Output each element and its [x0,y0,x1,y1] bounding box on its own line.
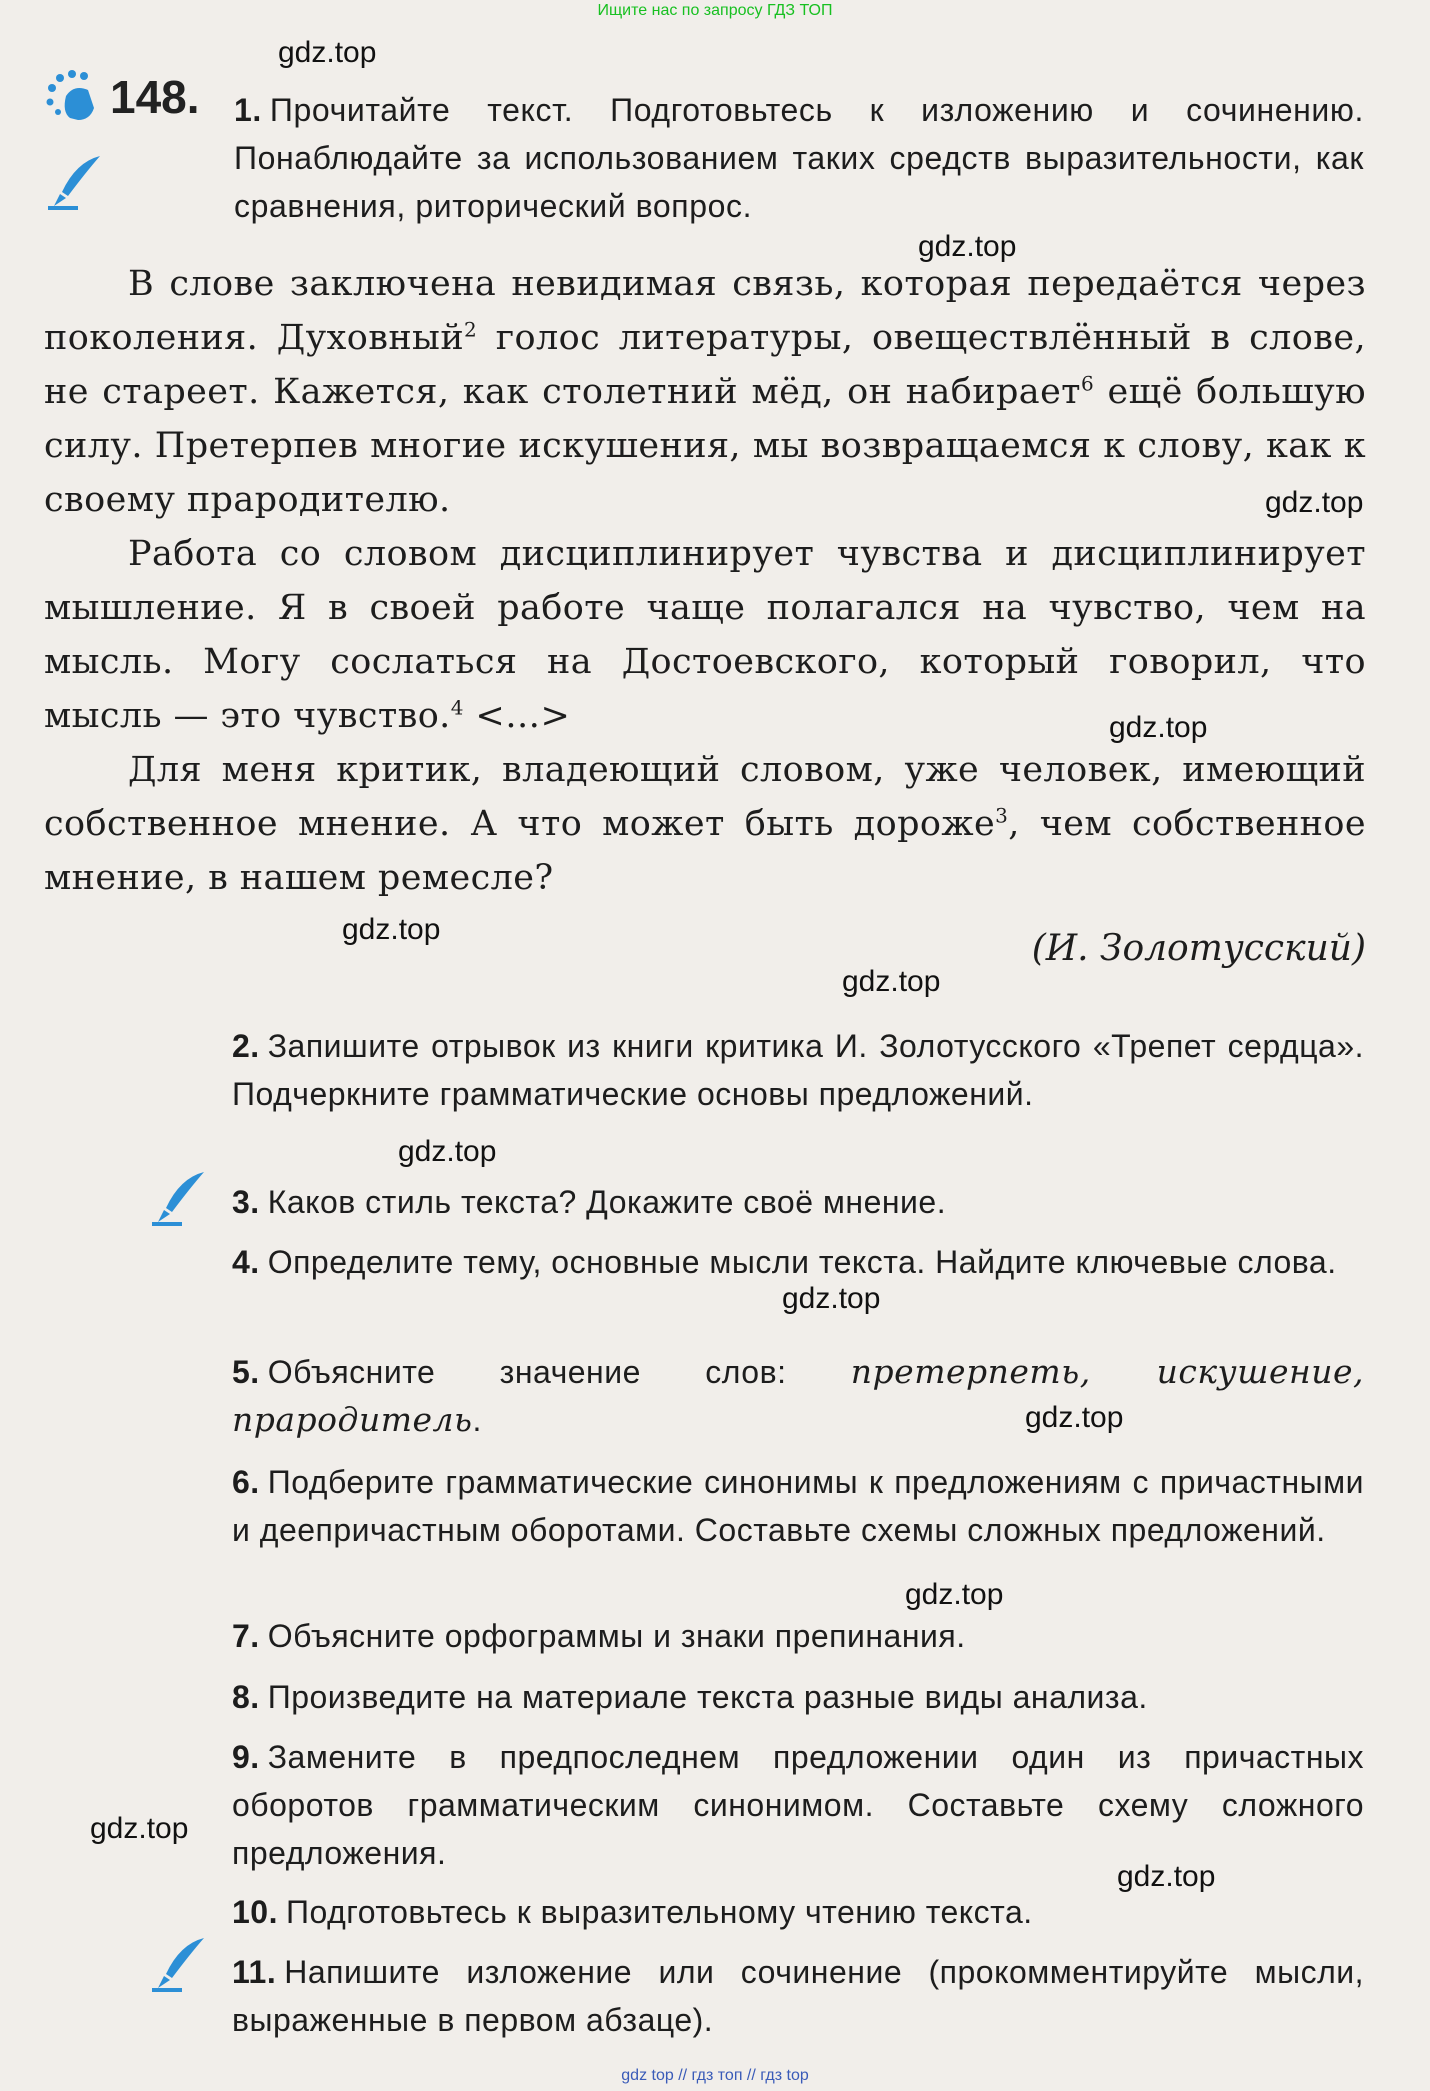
task-10: 10. Подготовьтесь к выразительному чтению текста. [232,1894,1033,1930]
paragraph-3: Для меня критик, владеющий словом, уже человек, имеющий собственное мнение. А что может быть дороже$^3$, чем собственное мнение, в нашем ремесле? [44,750,1366,898]
watermark: gdz.top [1025,1401,1124,1434]
watermark: gdz.top [342,913,441,946]
watermark: gdz.top [90,1812,189,1845]
task-8: 8. Произведите на материале текста разные виды анализа. [232,1679,1148,1715]
task-1 [234,86,1364,230]
watermark: gdz.top [918,230,1017,263]
watermark: gdz.top [1265,486,1364,519]
task-4: 4. Определите тему, основные мысли текста. Найдите ключевые слова. [232,1244,1337,1280]
reading-text [44,257,1366,905]
top-banner[interactable]: Ищите нас по запросу ГДЗ ТОП [597,2,833,19]
watermark: gdz.top [782,1282,881,1315]
listening-dots-icon [44,66,104,126]
watermark: gdz.top [1109,711,1208,744]
watermark: gdz.top [278,36,377,69]
task-2: 2. Запишите отрывок из книги критика И. Золотусского «Трепет сердца». Подчеркните грамматические основы предложений. [232,1028,1364,1112]
writing-pen-icon [150,1934,210,1994]
writing-pen-icon [150,1168,210,1228]
writing-pen-icon [46,152,106,212]
watermark: gdz.top [398,1135,497,1168]
bottom-banner[interactable]: gdz top // гдз топ // гдз top [621,2067,809,2084]
paragraph-2: Работа со словом дисциплинирует чувства и дисциплинирует мышление. Я в своей работе чаще полагался на чувство, чем на мысль. Могу сослаться на Достоевского, который говорил, что мысль — это чувство.$^4$ <…> [44,534,1366,736]
task-number: 1. [234,92,262,128]
watermark: gdz.top [905,1578,1004,1611]
task-6: 6. Подберите грамматические синонимы к предложениям с причастными и деепричастным оборотами. Составьте схемы сложных предложений. [232,1464,1364,1548]
author-attribution: (И. Золотусский) [1031,928,1366,969]
exercise-number: 148. [110,71,200,123]
watermark: gdz.top [842,965,941,998]
task-9: 9. Замените в предпоследнем предложении один из причастных оборотов грамматическим синонимом. Составьте схему сложного предложения. [232,1739,1364,1871]
paragraph-1: В слове заключена невидимая связь, которая передаётся через поколения. Духовный$^2$ голос литературы, овеществлённый в слове, не стареет. Кажется, как столетний мёд, он набирает$^6$ ещё большую силу. Претерпев многие искушения, мы возвращаемся к слову, как к своему прародителю. [44,264,1366,520]
task-3: 3. Каков стиль текста? Докажите своё мнение. [232,1184,947,1220]
task-5: 5. Объясните значение слов: претерпеть, искушение, прародитель. [232,1352,1364,1439]
task-text: Прочитайте текст. Подготовьтесь к изложению и сочинению. Понаблюдайте за использованием таких средств выразительности, как сравнения, риторический вопрос. [234,92,1364,224]
task-11: 11. Напишите изложение или сочинение (прокомментируйте мысли, выраженные в первом абзаце). [232,1954,1364,2038]
task-7: 7. Объясните орфограммы и знаки препинания. [232,1618,966,1654]
watermark: gdz.top [1117,1860,1216,1893]
